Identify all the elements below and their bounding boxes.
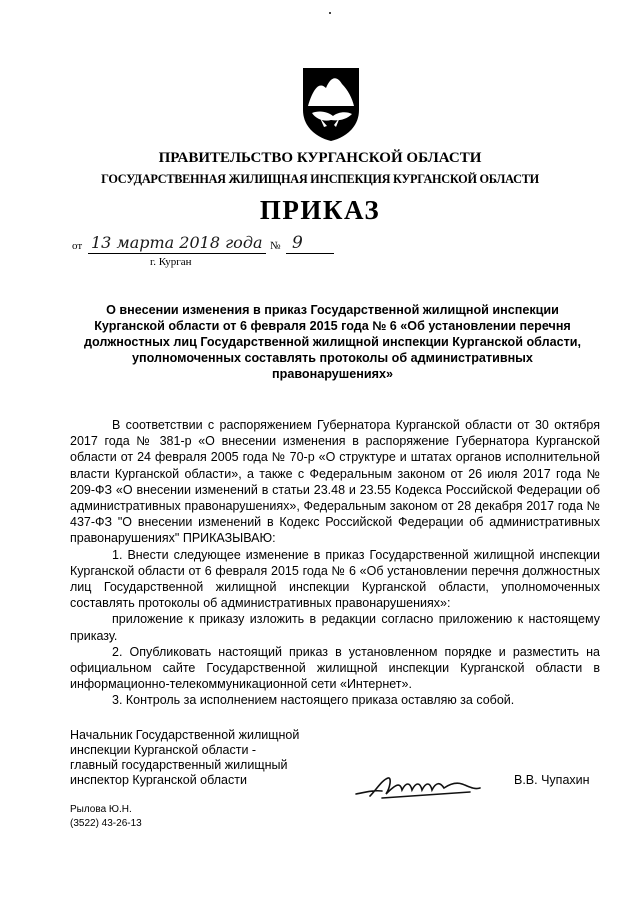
body-paragraph-item-2: 2. Опубликовать настоящий приказ в установленном порядке и разместить на официальном сайте Государственной жилищной инспекции Курганской области в информационно-телекоммуникационной сети «Интернет». — [70, 644, 600, 692]
signatory-position-line: Начальник Государственной жилищной — [70, 728, 300, 742]
handwritten-signature-icon — [352, 770, 487, 804]
signatory-position-line: инспекции Курганской области - — [70, 743, 257, 757]
number-label: № — [270, 240, 281, 252]
number-underline — [286, 253, 334, 254]
coat-of-arms-icon — [300, 66, 362, 142]
signatory-position-line: главный государственный жилищный — [70, 758, 288, 772]
inspection-name: ГОСУДАРСТВЕННАЯ ЖИЛИЩНАЯ ИНСПЕКЦИЯ КУРГАНСКОЙ ОБЛАСТИ — [101, 172, 539, 186]
body-paragraph-item-3: 3. Контроль за исполнением настоящего приказа оставляю за собой. — [112, 693, 515, 708]
date-handwritten: 13 марта 2018 года — [91, 233, 263, 252]
signatory-name: В.В. Чупахин — [514, 773, 590, 787]
executor-phone: (3522) 43-26-13 — [70, 818, 142, 829]
signatory-position-line: инспектор Курганской области — [70, 773, 247, 787]
scan-dot — [329, 12, 331, 14]
order-subject: О внесении изменения в приказ Государственной жилищной инспекции Курганской области от 6 февраля 2015 года № 6 «Об установлении перечня должностных лиц Государственной жилищной инспекции Курганской области, уполномоченных составлять протоколы об административных правонарушениях» — [83, 303, 582, 381]
government-name: ПРАВИТЕЛЬСТВО КУРГАНСКОЙ ОБЛАСТИ — [158, 150, 482, 166]
document-type-title: ПРИКАЗ — [259, 195, 381, 225]
city-label: г. Курган — [150, 256, 192, 268]
body-paragraph-preamble: В соответствии с распоряжением Губернатора Курганской области от 30 октября 2017 года № 381-р «О внесении изменения в распоряжение Губернатора Курганской области от 24 февраля 2005 года № 70-р «О структуре и штатах органов исполнительной власти Курганской области», а также с Федеральным законом от 26 июля 2017 года № 209-ФЗ «О внесении изменений в статьи 23.48 и 23.55 Кодекса Российской Федерации об административных правонарушениях», Федеральным законом от 28 декабря 2017 года № 437-ФЗ "О внесении изменений в Кодекс Российской Федерации об административных правонарушениях" ПРИКАЗЫВАЮ: — [70, 418, 600, 546]
executor-name: Рылова Ю.Н. — [70, 804, 132, 815]
body-paragraph-item-1-text: приложение к приказу изложить в редакции согласно приложению к настоящему приказу. — [70, 612, 600, 643]
order-body — [70, 417, 600, 709]
date-underline — [88, 253, 266, 254]
signatory-position — [70, 728, 299, 788]
body-paragraph-item-1: 1. Внести следующее изменение в приказ Государственной жилищной инспекции Курганской области от 6 февраля 2015 года № 6 «Об установлении перечня должностных лиц Государственной жилищной инспекции Курганской области, уполномоченных составлять протоколы об административных правонарушениях»: — [70, 547, 600, 611]
date-from-label: от — [72, 240, 83, 252]
executor-info — [70, 803, 142, 831]
number-handwritten: 9 — [292, 233, 303, 253]
